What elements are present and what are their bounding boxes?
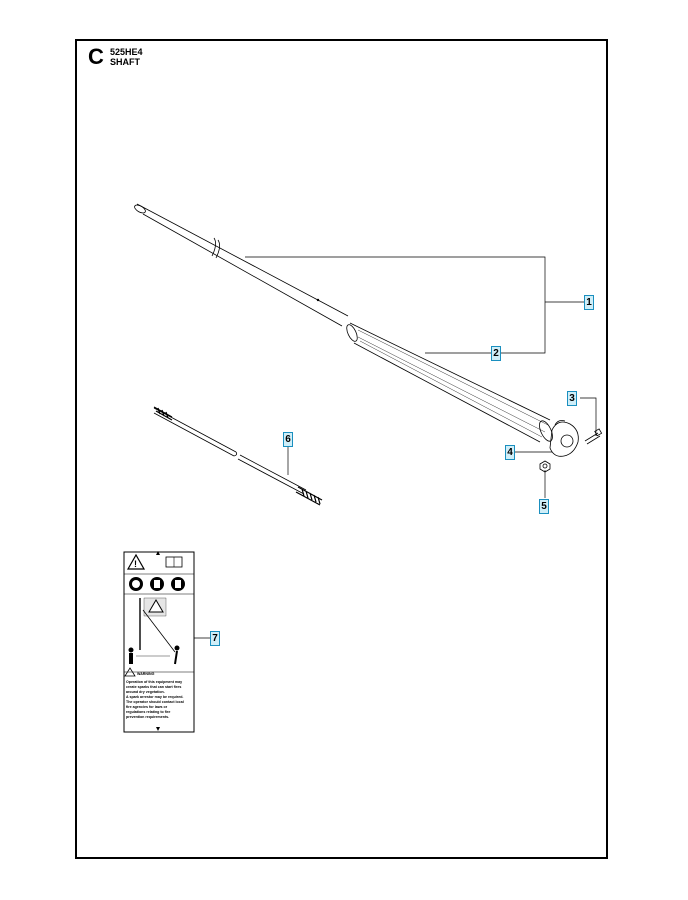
callout-5[interactable]: 5 [539,499,549,514]
decal-text-line: The operator should contact local [126,700,184,704]
decal-text-line: regulations relating to fire [126,710,171,714]
decal-text-line: around dry vegetation. [126,690,165,694]
shaft-grip-part [345,323,556,443]
clamp-part [550,421,578,457]
decal-text-line: prevention requirements. [126,715,170,719]
leader-lines [193,257,596,638]
decal-text-line: create sparks that can start fires [126,685,182,689]
callout-7[interactable]: 7 [210,631,220,646]
drive-shaft-part [154,407,322,505]
callout-1[interactable]: 1 [584,295,594,310]
decal-text-line: fire agencies for laws or [126,705,168,709]
callout-3[interactable]: 3 [567,391,577,406]
model-number: 525HE4 [110,47,143,57]
decal-text-line: Operation of this equipment may [126,680,183,684]
callout-2[interactable]: 2 [491,346,501,361]
decal-warning-heading: WARNING [137,672,155,676]
callout-6[interactable]: 6 [283,432,293,447]
decal-text-line: A spark arrestor may be required. [126,695,184,699]
section-title: SHAFT [110,57,140,67]
section-letter: C [88,44,104,69]
screw-part [585,429,602,444]
shaft-tube-part [133,203,348,326]
svg-text:!: ! [134,559,137,569]
callout-4[interactable]: 4 [505,445,515,460]
